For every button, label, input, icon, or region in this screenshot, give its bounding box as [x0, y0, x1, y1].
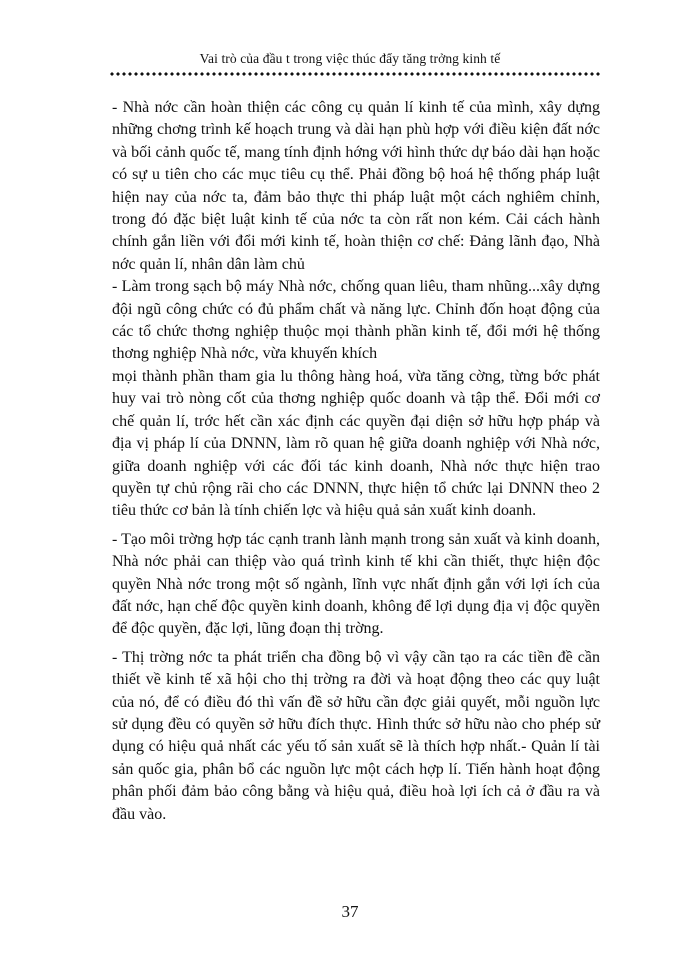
page-number: 37 — [341, 902, 359, 921]
header-dotted-rule — [110, 72, 600, 76]
running-header: Vai trò của đầu t trong việc thúc đẩy tăng trởng kinh tế — [199, 51, 501, 66]
paragraph: - Thị trờng nớc ta phát triển cha đồng bộ vì vậy cần tạo ra các tiền đề cần thiết về kinh tế xã hội cho thị trờng ra đời và hoạt động theo các quy luật của nó, để có điều đó thì vấn đề sở hữu cần đợc giải quyết, mỗi nguồn lực sử dụng đều có quyền sở hữu đích thực. Hình thức sở hữu nào cho phép sử dụng có hiệu quả nhất các yếu tố sản xuất sẽ là thích hợp nhất.- Quản lí tài sản quốc gia, phân bổ các nguồn lực một cách hợp lí. Tiến hành hoạt động phân phối đảm bảo công bằng và hiệu quả, điều hoà lợi ích cả ở đầu ra và đầu vào. — [112, 648, 600, 823]
paragraph: - Làm trong sạch bộ máy Nhà nớc, chống quan liêu, tham nhũng...xây dựng đội ngũ công chức có đủ phẩm chất và năng lực. Chỉnh đốn hoạt động của các tổ chức thơng nghiệp thuộc mọi thành phần kinh tế, đổi mới hệ thống thơng nghiệp Nhà nớc, vừa khuyến khích — [112, 278, 600, 363]
paragraph: mọi thành phần tham gia lu thông hàng hoá, vừa tăng cờng, từng bớc phát huy vai trò nòng cốt của thơng nghiệp quốc doanh và tập thể. Đổi mới cơ chế quản lí, trớc hết cần xác định các quyền đại diện sở hữu hợp pháp và địa vị pháp lí của DNNN, làm rõ quan hệ giữa doanh nghiệp với Nhà nớc, giữa doanh nghiệp với các đối tác kinh doanh, Nhà nớc thực hiện trao quyền tự chủ rộng rãi cho các DNNN, thực hiện tổ chức lại DNNN theo 2 tiêu thức cơ bản là tính chiến lợc và hiệu quả sản xuất kinh doanh. — [112, 367, 600, 520]
paragraph: - Nhà nớc cần hoàn thiện các công cụ quản lí kinh tế của mình, xây dựng những chơng trình kế hoạch trung và dài hạn phù hợp với điều kiện đất nớc và bối cảnh quốc tế, mang tính định hớng với hình thức dự báo dài hạn hoặc có sự u tiên cho các mục tiêu cụ thể. Phải đồng bộ hoá hệ thống pháp luật hiện nay của nớc ta, đảm bảo thực thi pháp luật một cách nghiêm chỉnh, trong đó đặc biệt luật kinh tế của nớc ta còn rất non kém. Cải cách hành chính gắn liền với đổi mới kinh tế, hoàn thiện cơ chế: Đảng lãnh đạo, Nhà nớc quản lí, nhân dân làm chủ — [112, 99, 600, 273]
body-text — [112, 97, 600, 826]
paragraph: - Tạo môi trờng hợp tác cạnh tranh lành mạnh trong sản xuất và kinh doanh, Nhà nớc phải can thiệp vào quá trình kinh tế khi cần thiết, thực hiện độc quyền Nhà nớc trong một số ngành, lĩnh vực nhất định gắn với lợi ích của đất nớc, hạn chế độc quyền kinh doanh, không để lợi dụng địa vị độc quyền để độc quyền, đặc lợi, lũng đoạn thị trờng. — [112, 530, 600, 638]
